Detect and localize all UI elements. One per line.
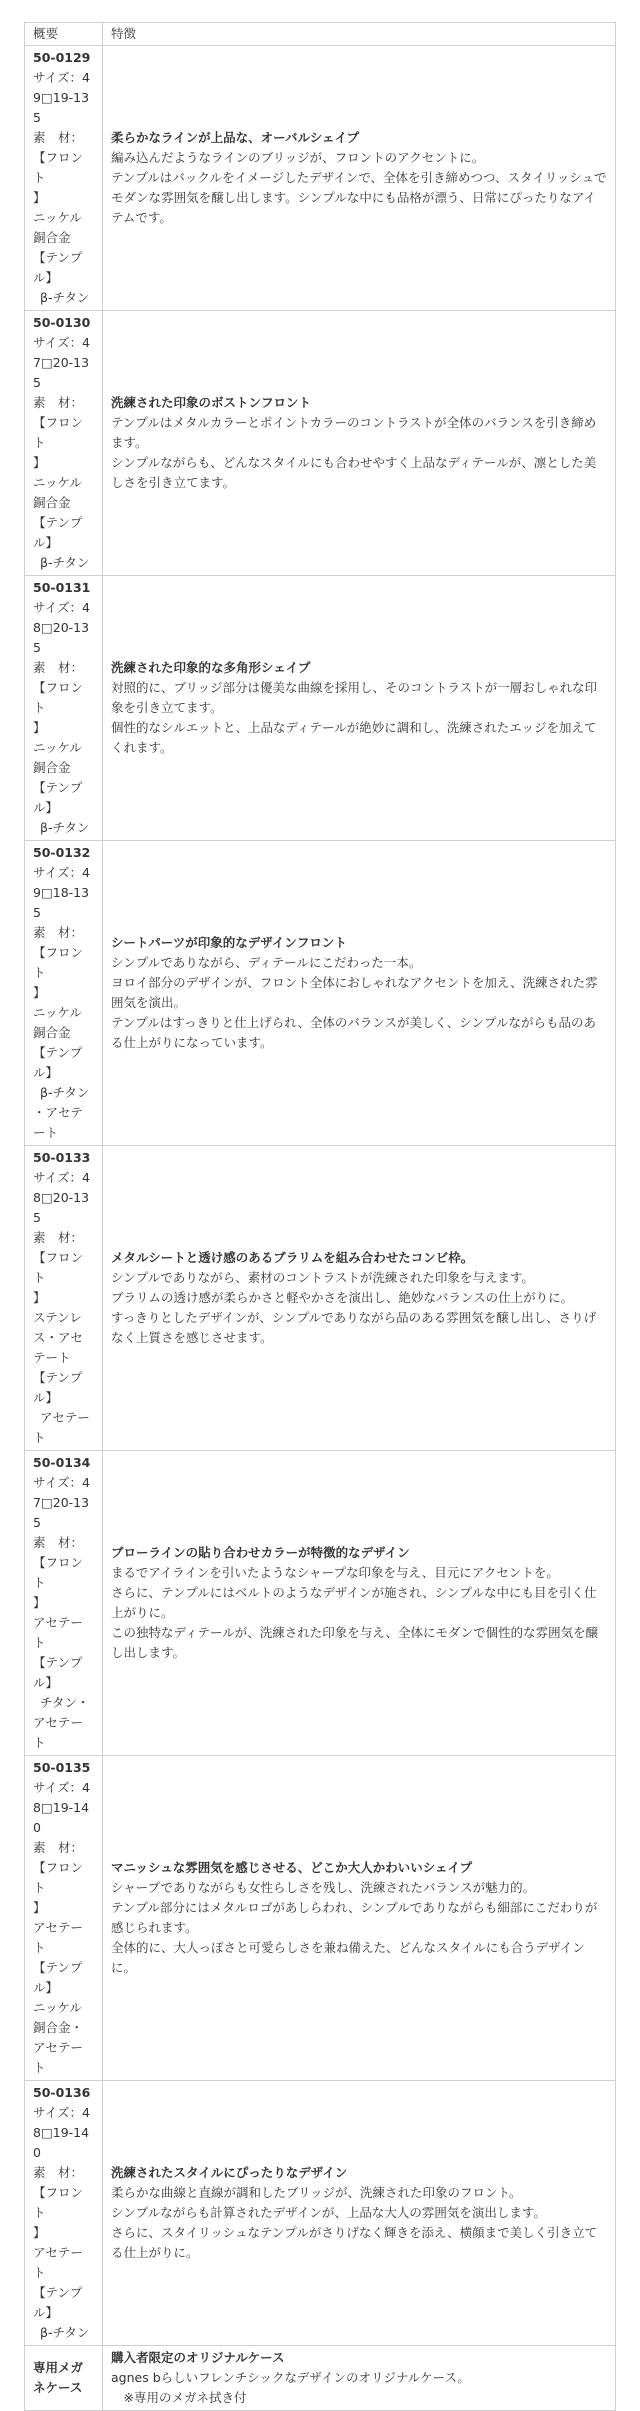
summary-line: ト bbox=[33, 1735, 46, 1750]
summary-line: 【テンプ bbox=[33, 1960, 83, 1975]
summary-line: 8□20-13 bbox=[33, 620, 90, 635]
product-feature-cell bbox=[103, 576, 616, 841]
feature-title: マニッシュな雰囲気を感じさせる、どこか大人かわいいシェイプ bbox=[111, 1860, 473, 1875]
table-row bbox=[25, 1756, 616, 2081]
feature-description-line: ブラリムの透け感が柔らかさと軽やかさを演出し、絶妙なバランスの仕上がりに。 bbox=[111, 1290, 574, 1305]
product-summary-cell bbox=[25, 1146, 103, 1451]
product-code: 50-0136 bbox=[33, 2085, 91, 2100]
summary-line: 5 bbox=[33, 110, 41, 125]
summary-line: ニッケル bbox=[33, 210, 82, 225]
summary-line: 素 材： bbox=[33, 2165, 84, 2180]
summary-line: 5 bbox=[33, 1515, 41, 1530]
feature-description-line: さらに、スタイリッシュなテンプルがさりげなく輝きを添え、横顔まで美しく引き立てる仕上がりに。 bbox=[111, 2225, 598, 2260]
summary-line: ル】 bbox=[33, 535, 59, 550]
summary-line: 7□20-13 bbox=[33, 355, 90, 370]
summary-line: ト bbox=[33, 1635, 46, 1650]
summary-line: アセテー bbox=[33, 1920, 83, 1935]
product-feature-cell bbox=[103, 1146, 616, 1451]
product-code: 50-0129 bbox=[33, 50, 91, 65]
summary-line: 【フロント bbox=[33, 945, 84, 980]
feature-title: 洗練されたスタイルにぴったりなデザイン bbox=[111, 2165, 348, 2180]
summary-line: サイズ：4 bbox=[33, 1475, 90, 1490]
summary-line: ル】 bbox=[33, 2305, 59, 2320]
summary-line: ル】 bbox=[33, 1065, 59, 1080]
summary-line: β-チタン bbox=[40, 2325, 90, 2340]
table-row bbox=[25, 46, 616, 311]
summary-line: 5 bbox=[33, 1210, 41, 1225]
summary-line: 銅合金 bbox=[33, 760, 71, 775]
feature-title: 柔らかなラインが上品な、オーバルシェイプ bbox=[111, 130, 360, 145]
summary-line: 5 bbox=[33, 640, 41, 655]
feature-description-line: 編み込んだようなラインのブリッジが、フロントのアクセントに。 bbox=[111, 150, 485, 165]
summary-line: チタン・ bbox=[40, 1695, 90, 1710]
summary-line: ニッケル bbox=[33, 1005, 82, 1020]
summary-line: アセテー bbox=[33, 1715, 83, 1730]
case-label: 専用メガネケース bbox=[33, 2360, 84, 2395]
summary-line: 銅合金 bbox=[33, 230, 71, 245]
product-spec-table bbox=[24, 22, 616, 2411]
product-summary-cell bbox=[25, 46, 103, 311]
feature-description-line: シンプルでありながら、ディテールにこだわった一本。 bbox=[111, 955, 422, 970]
summary-line: 9□19-13 bbox=[33, 90, 90, 105]
summary-line: ス・アセ bbox=[33, 1330, 83, 1345]
product-feature-cell bbox=[103, 2081, 616, 2346]
summary-line: ステンレ bbox=[33, 1310, 82, 1325]
product-summary-cell bbox=[25, 2081, 103, 2346]
case-feature-cell bbox=[103, 2346, 616, 2411]
feature-description-line: ヨロイ部分のデザインが、フロント全体におしゃれなアクセントを加え、洗練された雰囲気を演出。 bbox=[111, 975, 598, 1010]
summary-line: 銅合金・ bbox=[33, 2020, 84, 2035]
summary-line: 【テンプ bbox=[33, 2285, 83, 2300]
summary-line: 】 bbox=[33, 455, 46, 470]
case-label-cell bbox=[25, 2346, 103, 2411]
summary-line: 【フロント bbox=[33, 2185, 84, 2220]
summary-line: 【テンプ bbox=[33, 515, 83, 530]
feature-title: シートパーツが印象的なデザインフロント bbox=[111, 935, 347, 950]
summary-line: 】 bbox=[33, 985, 46, 1000]
summary-line: 】 bbox=[33, 2225, 46, 2240]
summary-line: 素 材： bbox=[33, 395, 84, 410]
table-row bbox=[25, 1146, 616, 1451]
summary-line: 5 bbox=[33, 375, 41, 390]
feature-description-line: 個性的なシルエットと、上品なディテールが絶妙に調和し、洗練されたエッジを加えてくれます。 bbox=[111, 720, 597, 755]
summary-line: アセテー bbox=[33, 2245, 83, 2260]
summary-line: 】 bbox=[33, 1900, 46, 1915]
summary-line: アセテー bbox=[33, 2040, 83, 2055]
feature-title: メタルシートと透け感のあるブラリムを組み合わせたコンビ枠。 bbox=[111, 1250, 474, 1265]
summary-line: テート bbox=[33, 1350, 71, 1365]
feature-description-line: 対照的に、ブリッジ部分は優美な曲線を採用し、そのコントラストが一層おしゃれな印象を引き立てます。 bbox=[111, 680, 598, 715]
summary-line: 】 bbox=[33, 190, 46, 205]
table-row bbox=[25, 1451, 616, 1756]
summary-line: 銅合金 bbox=[33, 495, 71, 510]
feature-title: ブローラインの貼り合わせカラーが特徴的なデザイン bbox=[111, 1545, 410, 1560]
summary-line: 【フロント bbox=[33, 1250, 84, 1285]
feature-description-line: 柔らかな曲線と直線が調和したブリッジが、洗練された印象のフロント。 bbox=[111, 2185, 522, 2200]
feature-description-line: シンプルながらも計算されたデザインが、上品な大人の雰囲気を演出します。 bbox=[111, 2205, 546, 2220]
summary-line: β-チタン bbox=[40, 290, 90, 305]
summary-line: 7□20-13 bbox=[33, 1495, 90, 1510]
summary-line: 素 材： bbox=[33, 1840, 84, 1855]
summary-line: β-チタン bbox=[40, 820, 90, 835]
summary-line: アセテー bbox=[40, 1410, 90, 1425]
summary-line: β-チタン bbox=[40, 555, 90, 570]
summary-line: アセテー bbox=[33, 1615, 83, 1630]
summary-line: 素 材： bbox=[33, 925, 84, 940]
summary-line: サイズ：4 bbox=[33, 865, 90, 880]
summary-line: ル】 bbox=[33, 1980, 59, 1995]
product-code: 50-0131 bbox=[33, 580, 91, 595]
product-feature-cell bbox=[103, 46, 616, 311]
case-row bbox=[25, 2346, 616, 2411]
case-title: 購入者限定のオリジナルケース bbox=[111, 2350, 285, 2365]
feature-description-line: この独特なディテールが、洗練された印象を与え、全体にモダンで個性的な雰囲気を醸し出します。 bbox=[111, 1625, 599, 1660]
summary-line: ト bbox=[33, 2265, 46, 2280]
summary-line: 【フロント bbox=[33, 1555, 84, 1590]
feature-description-line: テンプルはすっきりと仕上げられ、全体のバランスが美しく、シンプルながらも品のある仕上がりになっています。 bbox=[111, 1015, 596, 1050]
summary-line: 】 bbox=[33, 1595, 46, 1610]
product-summary-cell bbox=[25, 841, 103, 1146]
table-row bbox=[25, 311, 616, 576]
product-feature-cell bbox=[103, 841, 616, 1146]
product-summary-cell bbox=[25, 1756, 103, 2081]
product-summary-cell bbox=[25, 576, 103, 841]
table-header-row bbox=[25, 23, 616, 46]
summary-line: 【フロント bbox=[33, 150, 84, 185]
summary-line: 9□18-13 bbox=[33, 885, 90, 900]
summary-line: ル】 bbox=[33, 270, 59, 285]
summary-line: 素 材： bbox=[33, 1230, 84, 1245]
summary-line: 【テンプ bbox=[33, 780, 83, 795]
summary-line: 】 bbox=[33, 720, 46, 735]
summary-line: ト bbox=[33, 1430, 46, 1445]
summary-line: ル】 bbox=[33, 800, 59, 815]
summary-line: 8□19-14 bbox=[33, 2125, 90, 2140]
summary-line: 【テンプ bbox=[33, 1045, 83, 1060]
summary-line: ニッケル bbox=[33, 475, 82, 490]
feature-description-line: すっきりとしたデザインが、シンプルでありながら品のある雰囲気を醸し出し、さりげなく上質さを感じさせます。 bbox=[111, 1310, 597, 1345]
summary-line: ト bbox=[33, 1940, 46, 1955]
summary-line: 0 bbox=[33, 2145, 41, 2160]
table-row bbox=[25, 841, 616, 1146]
feature-title: 洗練された印象のボストンフロント bbox=[111, 395, 312, 410]
summary-line: 【テンプ bbox=[33, 1370, 83, 1385]
summary-line: ル】 bbox=[33, 1675, 59, 1690]
feature-description-line: シンプルながらも、どんなスタイルにも合わせやすく上品なディテールが、凛とした美しさを引き立てます。 bbox=[111, 455, 597, 490]
summary-line: サイズ：4 bbox=[33, 1780, 90, 1795]
summary-line: サイズ：4 bbox=[33, 1170, 90, 1185]
product-code: 50-0130 bbox=[33, 315, 91, 330]
table-row bbox=[25, 2081, 616, 2346]
product-code: 50-0133 bbox=[33, 1150, 91, 1165]
summary-line: 素 材： bbox=[33, 1535, 84, 1550]
feature-description-line: シンプルでありながら、素材のコントラストが洗練された印象を与えます。 bbox=[111, 1270, 534, 1285]
product-summary-cell bbox=[25, 311, 103, 576]
table-row bbox=[25, 576, 616, 841]
product-feature-cell bbox=[103, 1451, 616, 1756]
summary-line: ニッケル bbox=[33, 2000, 82, 2015]
summary-line: 】 bbox=[33, 1290, 46, 1305]
column-header-summary: 概要 bbox=[25, 23, 103, 46]
summary-line: ・アセテ bbox=[33, 1105, 83, 1120]
summary-line: 銅合金 bbox=[33, 1025, 71, 1040]
feature-description-line: シャープでありながらも女性らしさを残し、洗練されたバランスが魅力的。 bbox=[111, 1880, 536, 1895]
feature-description-line: さらに、テンプルにはベルトのようなデザインが施され、シンプルな中にも目を引く仕上がりに。 bbox=[111, 1585, 597, 1620]
summary-line: ル】 bbox=[33, 1390, 59, 1405]
summary-line: ート bbox=[33, 1125, 59, 1140]
feature-description-line: テンプル部分にはメタルロゴがあしらわれ、シンプルでありながらも細部にこだわりが感じられます。 bbox=[111, 1900, 598, 1935]
summary-line: 素 材： bbox=[33, 660, 84, 675]
summary-line: サイズ：4 bbox=[33, 2105, 90, 2120]
column-header-features: 特徴 bbox=[103, 23, 616, 46]
feature-description-line: 全体的に、大人っぽさと可愛らしさを兼ね備えた、どんなスタイルにも合うデザインに。 bbox=[111, 1940, 585, 1975]
feature-description-line: まるでアイラインを引いたようなシャープな印象を与え、目元にアクセントを。 bbox=[111, 1565, 559, 1580]
summary-line: 5 bbox=[33, 905, 41, 920]
summary-line: 【テンプ bbox=[33, 1655, 83, 1670]
product-feature-cell bbox=[103, 311, 616, 576]
summary-line: サイズ：4 bbox=[33, 600, 90, 615]
summary-line: 【フロント bbox=[33, 1860, 84, 1895]
summary-line: サイズ：4 bbox=[33, 70, 90, 85]
summary-line: 【フロント bbox=[33, 415, 84, 450]
summary-line: ニッケル bbox=[33, 740, 82, 755]
summary-line: 【フロント bbox=[33, 680, 84, 715]
case-description-line: ※専用のメガネ拭き付 bbox=[111, 2390, 247, 2405]
case-description-line: agnes bらしいフレンチシックなデザインのオリジナルケース。 bbox=[111, 2370, 470, 2385]
summary-line: 8□19-14 bbox=[33, 1800, 90, 1815]
summary-line: 素 材： bbox=[33, 130, 84, 145]
table-body bbox=[25, 46, 616, 2411]
product-feature-cell bbox=[103, 1756, 616, 2081]
product-code: 50-0132 bbox=[33, 845, 91, 860]
summary-line: サイズ：4 bbox=[33, 335, 90, 350]
summary-line: 0 bbox=[33, 1820, 41, 1835]
feature-description-line: テンプルはメタルカラーとポイントカラーのコントラストが全体のバランスを引き締めます。 bbox=[111, 415, 597, 450]
product-code: 50-0134 bbox=[33, 1455, 91, 1470]
product-summary-cell bbox=[25, 1451, 103, 1756]
feature-title: 洗練された印象的な多角形シェイプ bbox=[111, 660, 311, 675]
summary-line: ト bbox=[33, 2060, 46, 2075]
summary-line: β-チタン bbox=[40, 1085, 90, 1100]
product-code: 50-0135 bbox=[33, 1760, 91, 1775]
feature-description-line: テンプルはバックルをイメージしたデザインで、全体を引き締めつつ、スタイリッシュでモダンな雰囲気を醸し出します。シンプルな中にも品格が漂う、日常にぴったりなアイテムです。 bbox=[111, 170, 607, 225]
summary-line: 8□20-13 bbox=[33, 1190, 90, 1205]
summary-line: 【テンプ bbox=[33, 250, 83, 265]
